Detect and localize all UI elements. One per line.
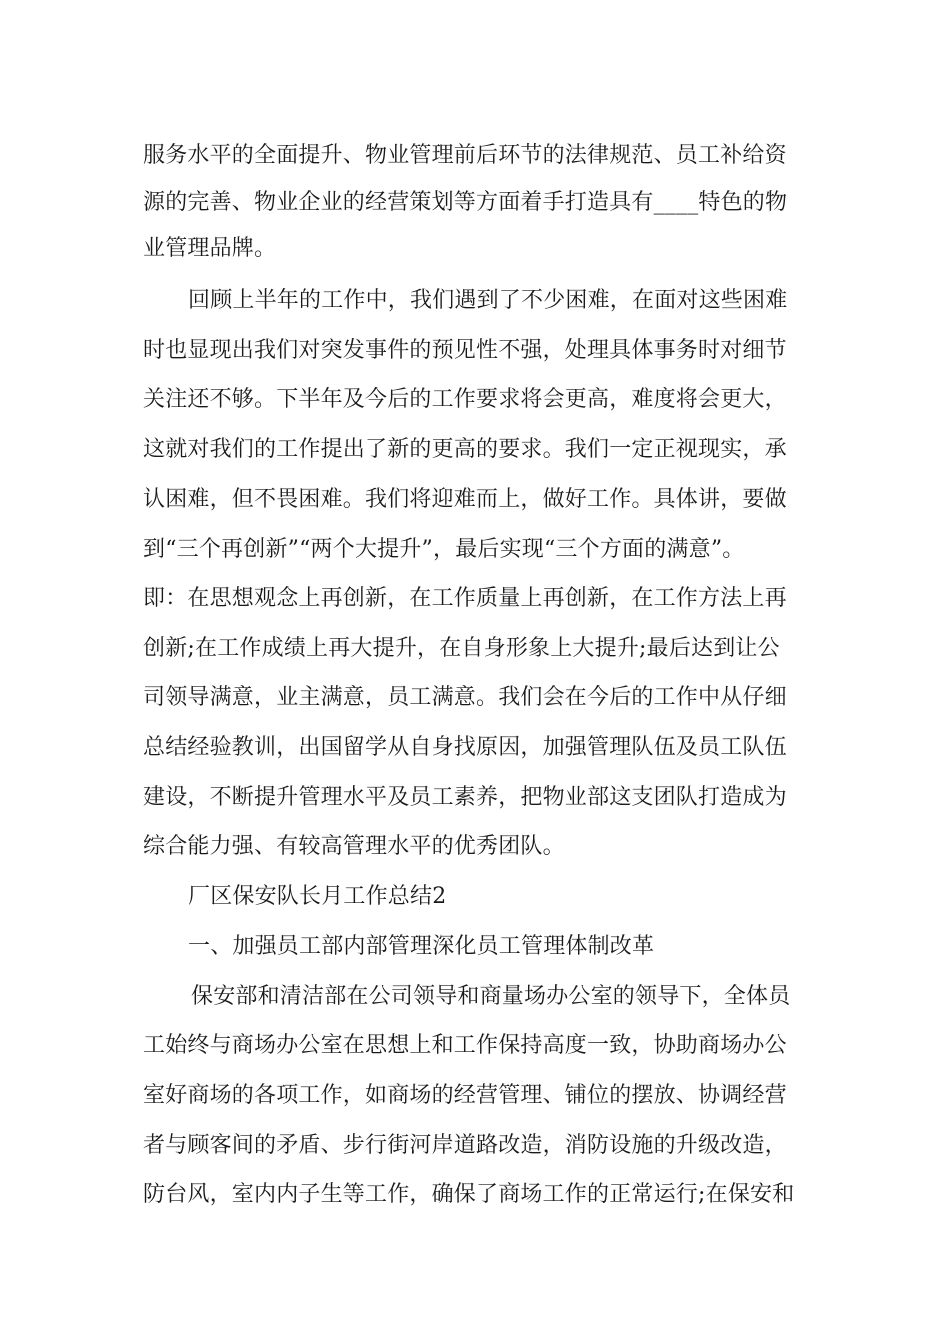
text-line: 这就对我们的工作提出了新的更高的要求。我们一定正视现实，承 [143, 437, 787, 462]
text-line: 认困难，但不畏困难。我们将迎难而上，做好工作。具体讲，要做 [143, 487, 787, 512]
text-line: 室好商场的各项工作，如商场的经营管理、铺位的摆放、协调经营 [143, 1083, 787, 1108]
text-line: 总结经验教训，出国留学从自身找原因，加强管理队伍及员工队伍 [143, 735, 787, 760]
paragraph-first-line: 回顾上半年的工作中，我们遇到了不少困难，在面对这些困难 [188, 288, 788, 313]
text-line: 服务水平的全面提升、物业管理前后环节的法律规范、员工补给资 [143, 143, 787, 168]
text-line: 者与顾客间的矛盾、步行街河岸道路改造，消防设施的升级改造， [143, 1133, 787, 1158]
text-line: 防台风，室内内子生等工作，确保了商场工作的正常运行;在保安和 [143, 1182, 795, 1207]
text-line: 司领导满意，业主满意，员工满意。我们会在今后的工作中从仔细 [143, 685, 787, 710]
text-line: 时也显现出我们对突发事件的预见性不强，处理具体事务时对细节 [143, 338, 787, 363]
section-heading: 一、加强员工部内部管理深化员工管理体制改革 [188, 934, 655, 959]
section-title: 厂区保安队长月工作总结2 [188, 884, 447, 909]
text-line: 工始终与商场办公室在思想上和工作保持高度一致，协助商场办公 [143, 1033, 787, 1058]
paragraph-first-line: 保安部和清洁部在公司领导和商量场办公室的领导下，全体员 [191, 984, 791, 1009]
text-line: 建设，不断提升管理水平及员工素养，把物业部这支团队打造成为 [143, 785, 787, 810]
text-line: 源的完善、物业企业的经营策划等方面着手打造具有____特色的物 [143, 190, 788, 215]
text-line: 到“三个再创新”“两个大提升”，最后实现“三个方面的满意”。 [143, 537, 745, 562]
text-line: 关注还不够。下半年及今后的工作要求将会更高，难度将会更大， [143, 387, 787, 412]
text-line: 即：在思想观念上再创新，在工作质量上再创新，在工作方法上再 [143, 586, 787, 611]
text-line: 综合能力强、有较高管理水平的优秀团队。 [143, 834, 565, 859]
text-line: 创新;在工作成绩上再大提升，在自身形象上大提升;最后达到让公 [143, 636, 780, 661]
text-line: 业管理品牌。 [143, 236, 277, 261]
